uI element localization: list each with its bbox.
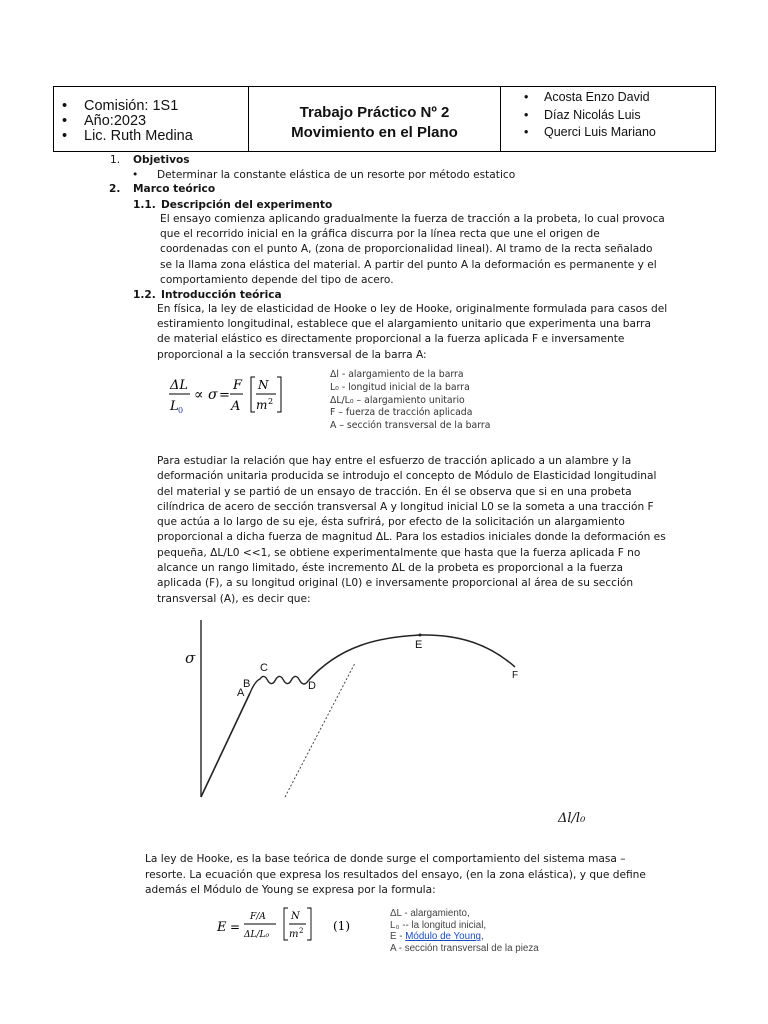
subsection-1-2-number: 1.2. (133, 289, 156, 301)
elastic-line (201, 693, 250, 797)
stress-strain-graph (180, 615, 600, 830)
document-title (248, 103, 501, 143)
formula-1-legend: Δl - alargamiento de la barra L₀ - longitud inicial de la barra ΔL/L₀ – alargamiento unitario F – fuerza de tracción aplicada A – sección transversal de la barra (330, 369, 491, 432)
author-item: • Acosta Enzo David (524, 90, 650, 104)
unloading-line (285, 663, 355, 797)
yield-curve (250, 676, 308, 693)
svg-text:F/A: F/A (250, 912, 266, 922)
hardening-curve (308, 635, 515, 681)
section-1-number: 1. (110, 154, 121, 166)
svg-text:=: = (230, 920, 241, 934)
section-2-number: 2. (109, 183, 121, 195)
point-e-label: E (415, 639, 423, 651)
header-info (62, 98, 193, 144)
theory-introduction: En física, la ley de elasticidad de Hooke o ley de Hooke, originalmente formulada para casos del estiramiento longitudinal, establece que el alargamiento unitario que experimenta una barra de material elástico es directamente proporcional a la fuerza aplicada F e inversamente proporcional a la sección transversal de la barra A: (157, 303, 668, 361)
point-f-label: F (512, 670, 519, 681)
svg-text:2: 2 (299, 927, 304, 935)
point-b-label: B (243, 678, 251, 690)
svg-text:F: F (233, 378, 243, 393)
svg-text:σ: σ (208, 387, 218, 403)
point-d-label: D (308, 680, 316, 692)
equation-number: (1) (333, 919, 350, 933)
svg-text:2: 2 (268, 397, 274, 406)
svg-text:∝: ∝ (194, 387, 204, 403)
svg-text:A: A (231, 399, 241, 414)
commission-item: • Comisión: 1S1 (62, 98, 179, 114)
young-modulus-formula (213, 906, 363, 948)
subsection-1-1-title: Descripción del experimento (161, 199, 333, 211)
svg-text:ΔL: ΔL (170, 378, 189, 393)
header-table (53, 86, 716, 152)
authors-list (524, 89, 656, 142)
subsection-1-1-number: 1.1. (133, 199, 156, 211)
formula-2-legend: ΔL - alargamiento, L₀ -- la longitud inicial, E - Módulo de Young, A - sección transversal de la pieza (390, 908, 539, 954)
objective-text: Determinar la constante elástica de un resorte por método estatico (157, 169, 516, 181)
svg-text:=: = (219, 388, 230, 403)
svg-text:m: m (289, 929, 299, 940)
point-e-marker (419, 634, 422, 637)
svg-text:0: 0 (178, 406, 184, 415)
teacher-item: • Lic. Ruth Medina (62, 128, 193, 144)
svg-text:ΔL/L₀: ΔL/L₀ (244, 930, 270, 940)
subsection-1-2-title: Introducción teórica (161, 289, 282, 301)
svg-text:N: N (258, 378, 269, 392)
tension-test-paragraph: Para estudiar la relación que hay entre el esfuerzo de tracción aplicado a un alambre y la deformación unitaria producida se introdujo el concepto de Módulo de Elasticidad longitudinal del material y se partió de un ensayo de tracción. En él se observa que si en una probeta cilíndrica de acero de sección transversal A y longitud inicial L0 se la someta a una tracción F que actúa a lo largo de su eje, ésta sufrirá, por efecto de la solicitación un alargamiento proporcional a dicha fuerza de magnitud ΔL. Para los estadios iniciales donde la deformación es pequeña, ΔL/L0 <<1, se obtiene experimentalmente que hasta que la fuerza aplicada F no alcance un rango limitado, éste incremento ΔL de la probeta es proporcional a la fuerza aplicada (F), a su longitud original (L0) e inversamente proporcional al área de su sección transversal (A), es decir que: (157, 455, 666, 605)
point-c-label: C (260, 662, 268, 674)
point-a-label: A (237, 687, 245, 699)
author-item: • Díaz Nicolás Luis (524, 107, 641, 122)
section-1-title: Objetivos (133, 154, 190, 166)
title-line-2: Movimiento en el Plano (291, 124, 458, 141)
svg-text:E: E (217, 920, 227, 935)
hooke-law-paragraph: La ley de Hooke, es la base teórica de donde surge el comportamiento del sistema masa – resorte. La ecuación que expresa los resultados del ensayo, (en la zona elástica), y que define además el Módulo de Young se expresa por la formula: (145, 853, 646, 897)
svg-text:L: L (170, 399, 179, 414)
svg-text:N: N (291, 911, 300, 922)
author-item: • Querci Luis Mariano (524, 125, 656, 139)
svg-text:m: m (256, 398, 268, 412)
section-2-title: Marco teórico (133, 183, 216, 195)
y-axis-label: σ (185, 649, 196, 667)
title-line-1: Trabajo Práctico Nº 2 (299, 104, 450, 121)
year-item: • Año:2023 (62, 113, 147, 129)
experiment-description: El ensayo comienza aplicando gradualmente la fuerza de tracción a la probeta, lo cual provoca que el recorrido inicial en la gráfica discurra por la línea recta que une el origen de coordenadas con el punto A, (zona de proporcionalidad lineal). Al tramo de la recta señalado se la llama zona elástica del material. A partir del punto A la deformación es permanente y el comportamiento depende del tipo de acero. (160, 213, 665, 286)
hooke-formula (164, 370, 294, 420)
x-axis-label: Δl/l₀ (558, 811, 586, 826)
young-modulus-link[interactable]: Módulo de Young (405, 931, 481, 943)
bullet-icon: • (132, 169, 139, 181)
